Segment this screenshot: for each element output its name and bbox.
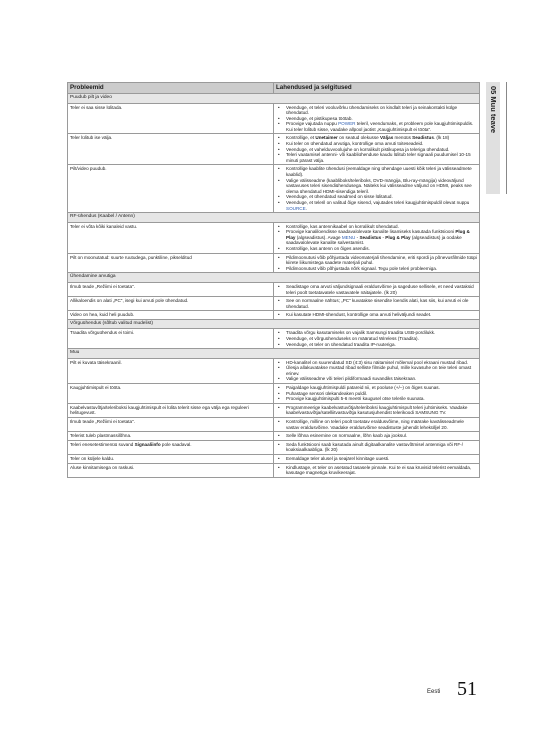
table-row <box>68 311 480 320</box>
table-row <box>68 455 480 464</box>
problem-cell: Pilt/video puudub. <box>68 165 274 213</box>
solution-cell <box>274 418 480 432</box>
solution-item: • HD-kanalitel on suurendatud SD (4:3) sisu näitamisel mõlemal pool ekraani mustad ribad. <box>276 360 477 366</box>
solution-list <box>276 419 477 430</box>
table-row <box>68 253 480 273</box>
table-row <box>68 418 480 432</box>
solution-cell <box>274 311 480 320</box>
solution-list <box>276 298 477 309</box>
table-row <box>68 134 480 165</box>
solution-item: • Ülesja allakuvatakse mustad ribad selliste filmide puhul, mille kuvasuhe on teie teleri omast erinev. <box>276 365 477 376</box>
solution-list <box>276 224 477 252</box>
problem-cell: Teler ei võta kõiki kanaleid vastu. <box>68 222 274 253</box>
solution-item: • Kontrollige, kas antennikaabel on korralikult ühendatud. <box>276 224 477 230</box>
problem-cell: Allikaloendis on alati „PC", isegi kui arvuti pole ühendatud. <box>68 297 274 311</box>
section-row <box>68 273 480 283</box>
solution-cell <box>274 440 480 454</box>
solution-cell <box>274 282 480 296</box>
problem-cell: Telerist tuleb plastmassilõhna. <box>68 432 274 441</box>
solution-item: • See on normaalne nähtus; „PC" kuvatakse sisendite loendis alati, kas siis, kui arvuti ei ole ühendatud. <box>276 298 477 309</box>
solution-cell <box>274 358 480 383</box>
solution-cell <box>274 253 480 273</box>
table-row <box>68 358 480 383</box>
problem-cell: Aluse kinnitamisega on raskusi. <box>68 463 274 477</box>
solution-item: • Programmeerige kaabelvastuvõtja/teleriboksi kaugjuhtimispult teleri juhtimiseks. Vaadake kaabelvastuvõtja/satelliitvastuvõtja kasutusjuhendist telerikoodi SAMSUNG TV. <box>276 405 477 416</box>
problem-cell: Traadita võrguühendus ei toimi. <box>68 329 274 349</box>
section-title: Muu <box>68 349 480 359</box>
solution-list <box>276 465 477 476</box>
solution-item: • Veenduge, et pistikupesa töötab. <box>276 116 477 122</box>
table-row <box>68 384 480 404</box>
solution-cell <box>274 432 480 441</box>
solution-item: • Proovige vajutada nuppu POWER teleril, veendumaks, et probleem pole kaugjuhtimispuldis. Kui teler lülitub sisse, vaadake allpool jaotist „Kaugjuhtimispult ei tööta". <box>276 121 477 132</box>
problem-cell: Ilmub teade „Režiimi ei toetata". <box>68 418 274 432</box>
section-title: Ühendamine arvutiga <box>68 273 480 283</box>
problem-cell: Teler lülitub ise välja. <box>68 134 274 165</box>
section-row <box>68 349 480 359</box>
problem-cell: Teleri enesetestimenüü suvand Signaaliinfo pole saadaval. <box>68 440 274 454</box>
solution-cell <box>274 384 480 404</box>
solution-cell <box>274 455 480 464</box>
solution-item: • Pildimoonutust võib põhjustada nõrk signaal. Tegu pole teleri probleemiga. <box>276 266 477 272</box>
solution-item: • Seadistage oma arvuti väljundsignaali eraldusvõime ja sageduse sellisele, et need vastaksid teleri poolt toetatavatele vastavatele näitajatele. (lk 20) <box>276 284 477 295</box>
solution-item: • Proovige kanaliloendisse saadavalolevate kanalite lisamiseks kasutada funktsiooni Plug & Play (algseadistus). Avage MENU - Seadistus - Plug & Play (algseadistus) ja oodake saadavalolevate kanalite salvestamist. <box>276 229 477 246</box>
solution-item: • Proovige kaugjuhtimispulti 5-6 meetri kaugusel otse telerile suunata. <box>276 396 477 402</box>
section-title: RF-ühendus (Kaabel / Antenn) <box>68 213 480 223</box>
solution-cell <box>274 222 480 253</box>
section-title: Puudub pilt ja video <box>68 94 480 104</box>
solution-item: • Teleri vaatamisel antenni- või kaabliühenduse kaudu lülitub teler signaali puudumisel 10-15 minuti pärast välja. <box>276 152 477 163</box>
solution-cell <box>274 103 480 134</box>
solution-item: • Traadita võrgu kasutamiseks on vajalik Samsungi traadita USB-pordilukk. <box>276 330 477 336</box>
solution-list <box>276 442 477 453</box>
problem-cell: Teler on küljele kaldu. <box>68 455 274 464</box>
solution-item: • Puhastage sensori ülekandeaken puldil. <box>276 391 477 397</box>
solution-item: • Veenduge, et teler on ühendatud traadita IP-ruuteriga. <box>276 342 477 348</box>
footer-language: Eesti <box>427 689 441 695</box>
solution-cell <box>274 403 480 417</box>
side-divider <box>506 82 507 194</box>
solution-item: • Veenduge, et teleril on valitud õige sisend, vajutades teleri kaugjuhtimispuldil olevat nuppu SOURCE. <box>276 200 477 211</box>
solution-list <box>276 456 477 462</box>
table-row <box>68 463 480 477</box>
problem-cell: Pilt on moonutatud: suurte ruutudega, punktiline, pikselditud <box>68 253 274 273</box>
solution-list <box>276 330 477 347</box>
solution-item: • Kontrollige kaablite ühendusi (eemaldage ning ühendage uuesti kõik teleri ja välisseadmete kaablid). <box>276 166 477 177</box>
table-row <box>68 297 480 311</box>
table-row <box>68 403 480 417</box>
solution-item: • Kui kasutate HDMI-ühendust, kontrollige oma arvuti heliväljundi seadet. <box>276 312 477 318</box>
solution-list <box>276 360 477 382</box>
solution-item: • Pildimoonutusi võib põhjustada videomaterjali tihendamine, eriti spordi ja põnevusfilmide tüüpi kiirete liikumistega saadete materjali puhul. <box>276 255 477 266</box>
table-row <box>68 103 480 134</box>
table-row <box>68 329 480 349</box>
solution-item: • Eemaldage teler alusel ja seajärel kinnitage uuesti. <box>276 456 477 462</box>
problem-cell: Teler ei saa sisse lülitada. <box>68 103 274 134</box>
table-row <box>68 432 480 441</box>
solution-item: • Paigaldage kaugjuhtimispuldi patareid nii, et pooluse (+/–) on õiges suunas. <box>276 385 477 391</box>
solution-item: • Veenduge, et vahelduvvoolujuhe on korralikult pistikupesa ja teleriga ühendatud. <box>276 147 477 153</box>
solution-item: • Veenduge, et ühendatud seadmed on sisse lülitatud. <box>276 194 477 200</box>
solution-item: • Valige välisseadme (kaabliboks/teleriboks, DVD-mängija, Blu-ray-mängija) videoväljund vastavuses teleri sisendiühendusega. Näiteks kui välisseadme väljund on HDMI, peaks see olema ühendatud HDMI-sisendiga teleril. <box>276 178 477 195</box>
solution-item: • Kontrollige, et Unetaimer on seatud olekusse Väljas menüüs Seadistus. (lk 18) <box>276 135 477 141</box>
problem-cell: Kaugjuhtimispult ei tööta. <box>68 384 274 404</box>
solution-list <box>276 135 477 163</box>
table-row <box>68 165 480 213</box>
solution-list <box>276 284 477 295</box>
solution-item: • Kontrollige, milline on teleri poolt toetatav eraldusvõime, ning määrake kavälisseadmele vastav eraldusvõime. Vaadake eraldusvõime seadistuste juhendit lehekülljel 20. <box>276 419 477 430</box>
section-row <box>68 94 480 104</box>
solution-list <box>276 312 477 318</box>
table-row <box>68 440 480 454</box>
solution-list <box>276 405 477 416</box>
solution-item: • Veenduge, et võrguühenduseks on määratud Wireless (Traadita). <box>276 336 477 342</box>
section-row <box>68 319 480 329</box>
solution-cell <box>274 165 480 213</box>
solution-item: • Kindlustage, et teler on asetatud tasasele pinnale. Kui te ei saa kruvisid telerist eemaldada, kasutage magnetiga kruvikeerajat. <box>276 465 477 476</box>
problem-cell: Pilt ei kuvata täisekraanil. <box>68 358 274 383</box>
problem-cell: Ilmub teade „Režiimi ei toetata". <box>68 282 274 296</box>
solution-item: • Veenduge, et teleri vooluvõrku ühendamiseks on kindlalt teleri ja seinakontakti külge ühendatud. <box>276 105 477 116</box>
solution-item: • Valige välisseadme või teleri pildiformaadi suvandiks täisekraan. <box>276 376 477 382</box>
table-header-row <box>68 83 480 94</box>
table-row <box>68 282 480 296</box>
solution-cell <box>274 297 480 311</box>
solution-item: • Kontrollige, kas antenn on õiges asendis. <box>276 246 477 252</box>
section-title: Võrguühendus (sõltub valitud mudelist) <box>68 319 480 329</box>
chapter-side-tab <box>486 82 500 194</box>
page-number: 51 <box>457 678 477 700</box>
solution-list <box>276 385 477 402</box>
solution-cell <box>274 463 480 477</box>
problem-cell: Video on hea, kuid heli puudub. <box>68 311 274 320</box>
problem-cell: Kaabelvastuvõtja/teleriboksi kaugjuhtimispult ei lülita telerit sisse ega välja ega reguleeri helitugevust. <box>68 403 274 417</box>
table-row <box>68 222 480 253</box>
solution-item: • Kui teler on ühendatud arvutiga, kontrollige oma arvuti toiteseadeid. <box>276 141 477 147</box>
header-problems: Probleemid <box>68 83 274 94</box>
solution-list <box>276 433 477 439</box>
chapter-label: 05 Muu teave <box>489 86 498 134</box>
solution-cell <box>274 329 480 349</box>
solution-cell <box>274 134 480 165</box>
troubleshooting-table <box>67 82 480 478</box>
solution-item: • Selle lõhna esinemine on normaalne, lõhn kaob aja jooksul. <box>276 433 477 439</box>
section-row <box>68 213 480 223</box>
solution-list <box>276 105 477 133</box>
solution-list <box>276 166 477 211</box>
header-solutions: Lahendused ja selgitused <box>274 83 480 94</box>
solution-list <box>276 255 477 272</box>
solution-item: • Seda funktsiooni saab kasutada ainult digitaalkanalite vastuvõtmisel antenniga või RF-/ koaksiaalkaabliga. (lk 20) <box>276 442 477 453</box>
